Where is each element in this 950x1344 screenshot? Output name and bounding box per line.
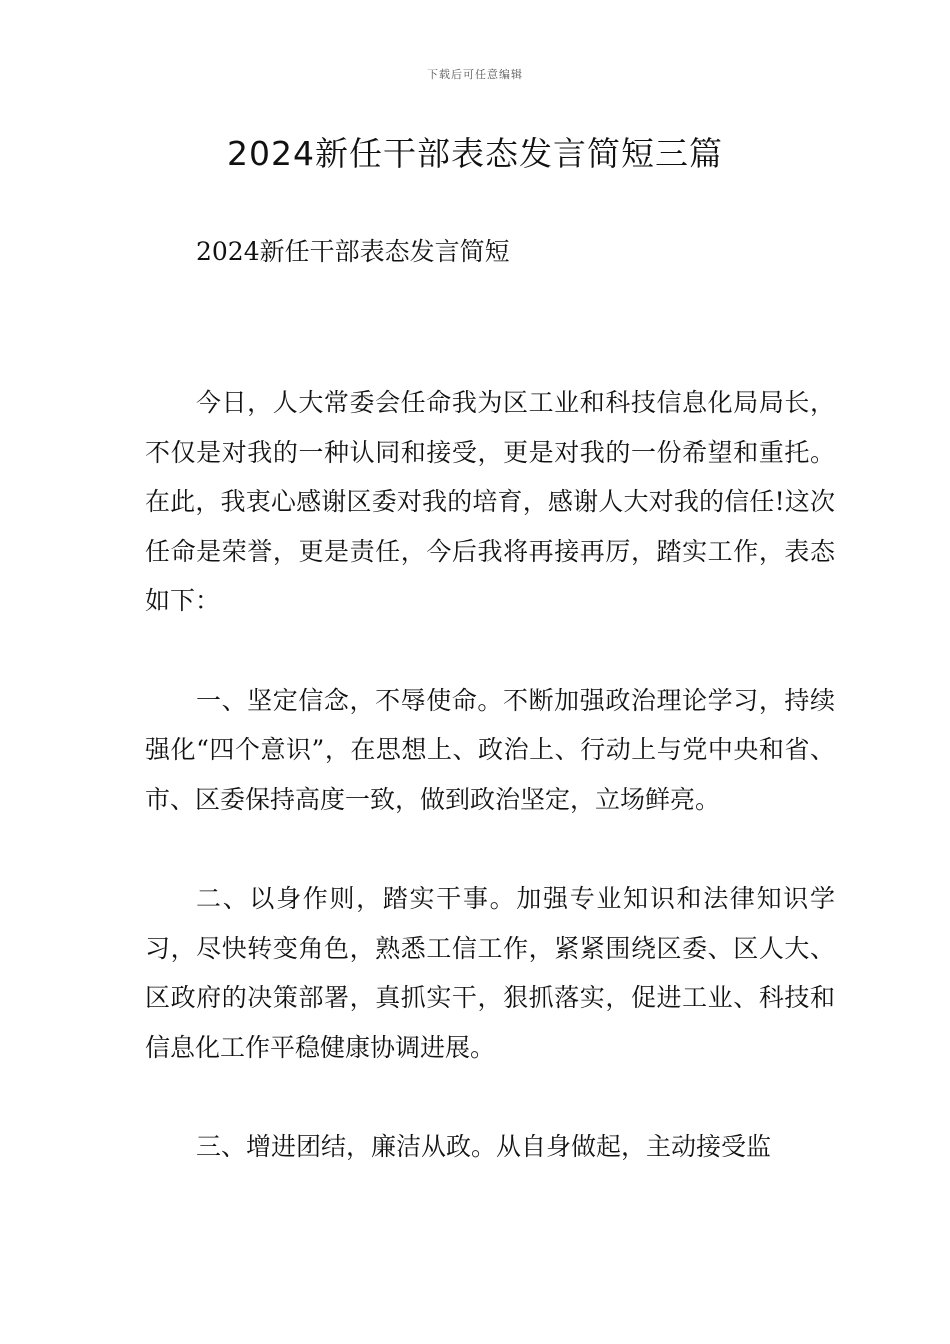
paragraph-point-3: 三、增进团结，廉洁从政。从自身做起，主动接受监 [196,1132,772,1161]
paragraph-point-2: 二、以身作则，踏实干事。加强专业知识和法律知识学习，尽快转变角色，熟悉工信工作，紧紧围绕区委、区人大、区政府的决策部署，真抓实干，狠抓落实，促进工业、科技和信息化工作平稳健康协调进展。 [145,884,835,1062]
document-body [145,378,835,1222]
document-title: 2024新任干部表态发言简短三篇 [227,134,723,173]
paragraph-point-1: 一、坚定信念，不辱使命。不断加强政治理论学习，持续强化“四个意识”，在思想上、政治上、行动上与党中央和省、市、区委保持高度一致，做到政治坚定，立场鲜亮。 [145,685,835,814]
header-note: 下载后可任意编辑 [427,68,523,81]
section-subtitle: 2024新任干部表态发言简短 [196,237,510,266]
paragraph-intro: 今日，人大常委会任命我为区工业和科技信息化局局长，不仅是对我的一种认同和接受，更是对我的一份希望和重托。在此，我衷心感谢区委对我的培育，感谢人大对我的信任!这次任命是荣誉，更是责任，今后我将再接再厉，踏实工作，表态如下： [145,388,835,615]
